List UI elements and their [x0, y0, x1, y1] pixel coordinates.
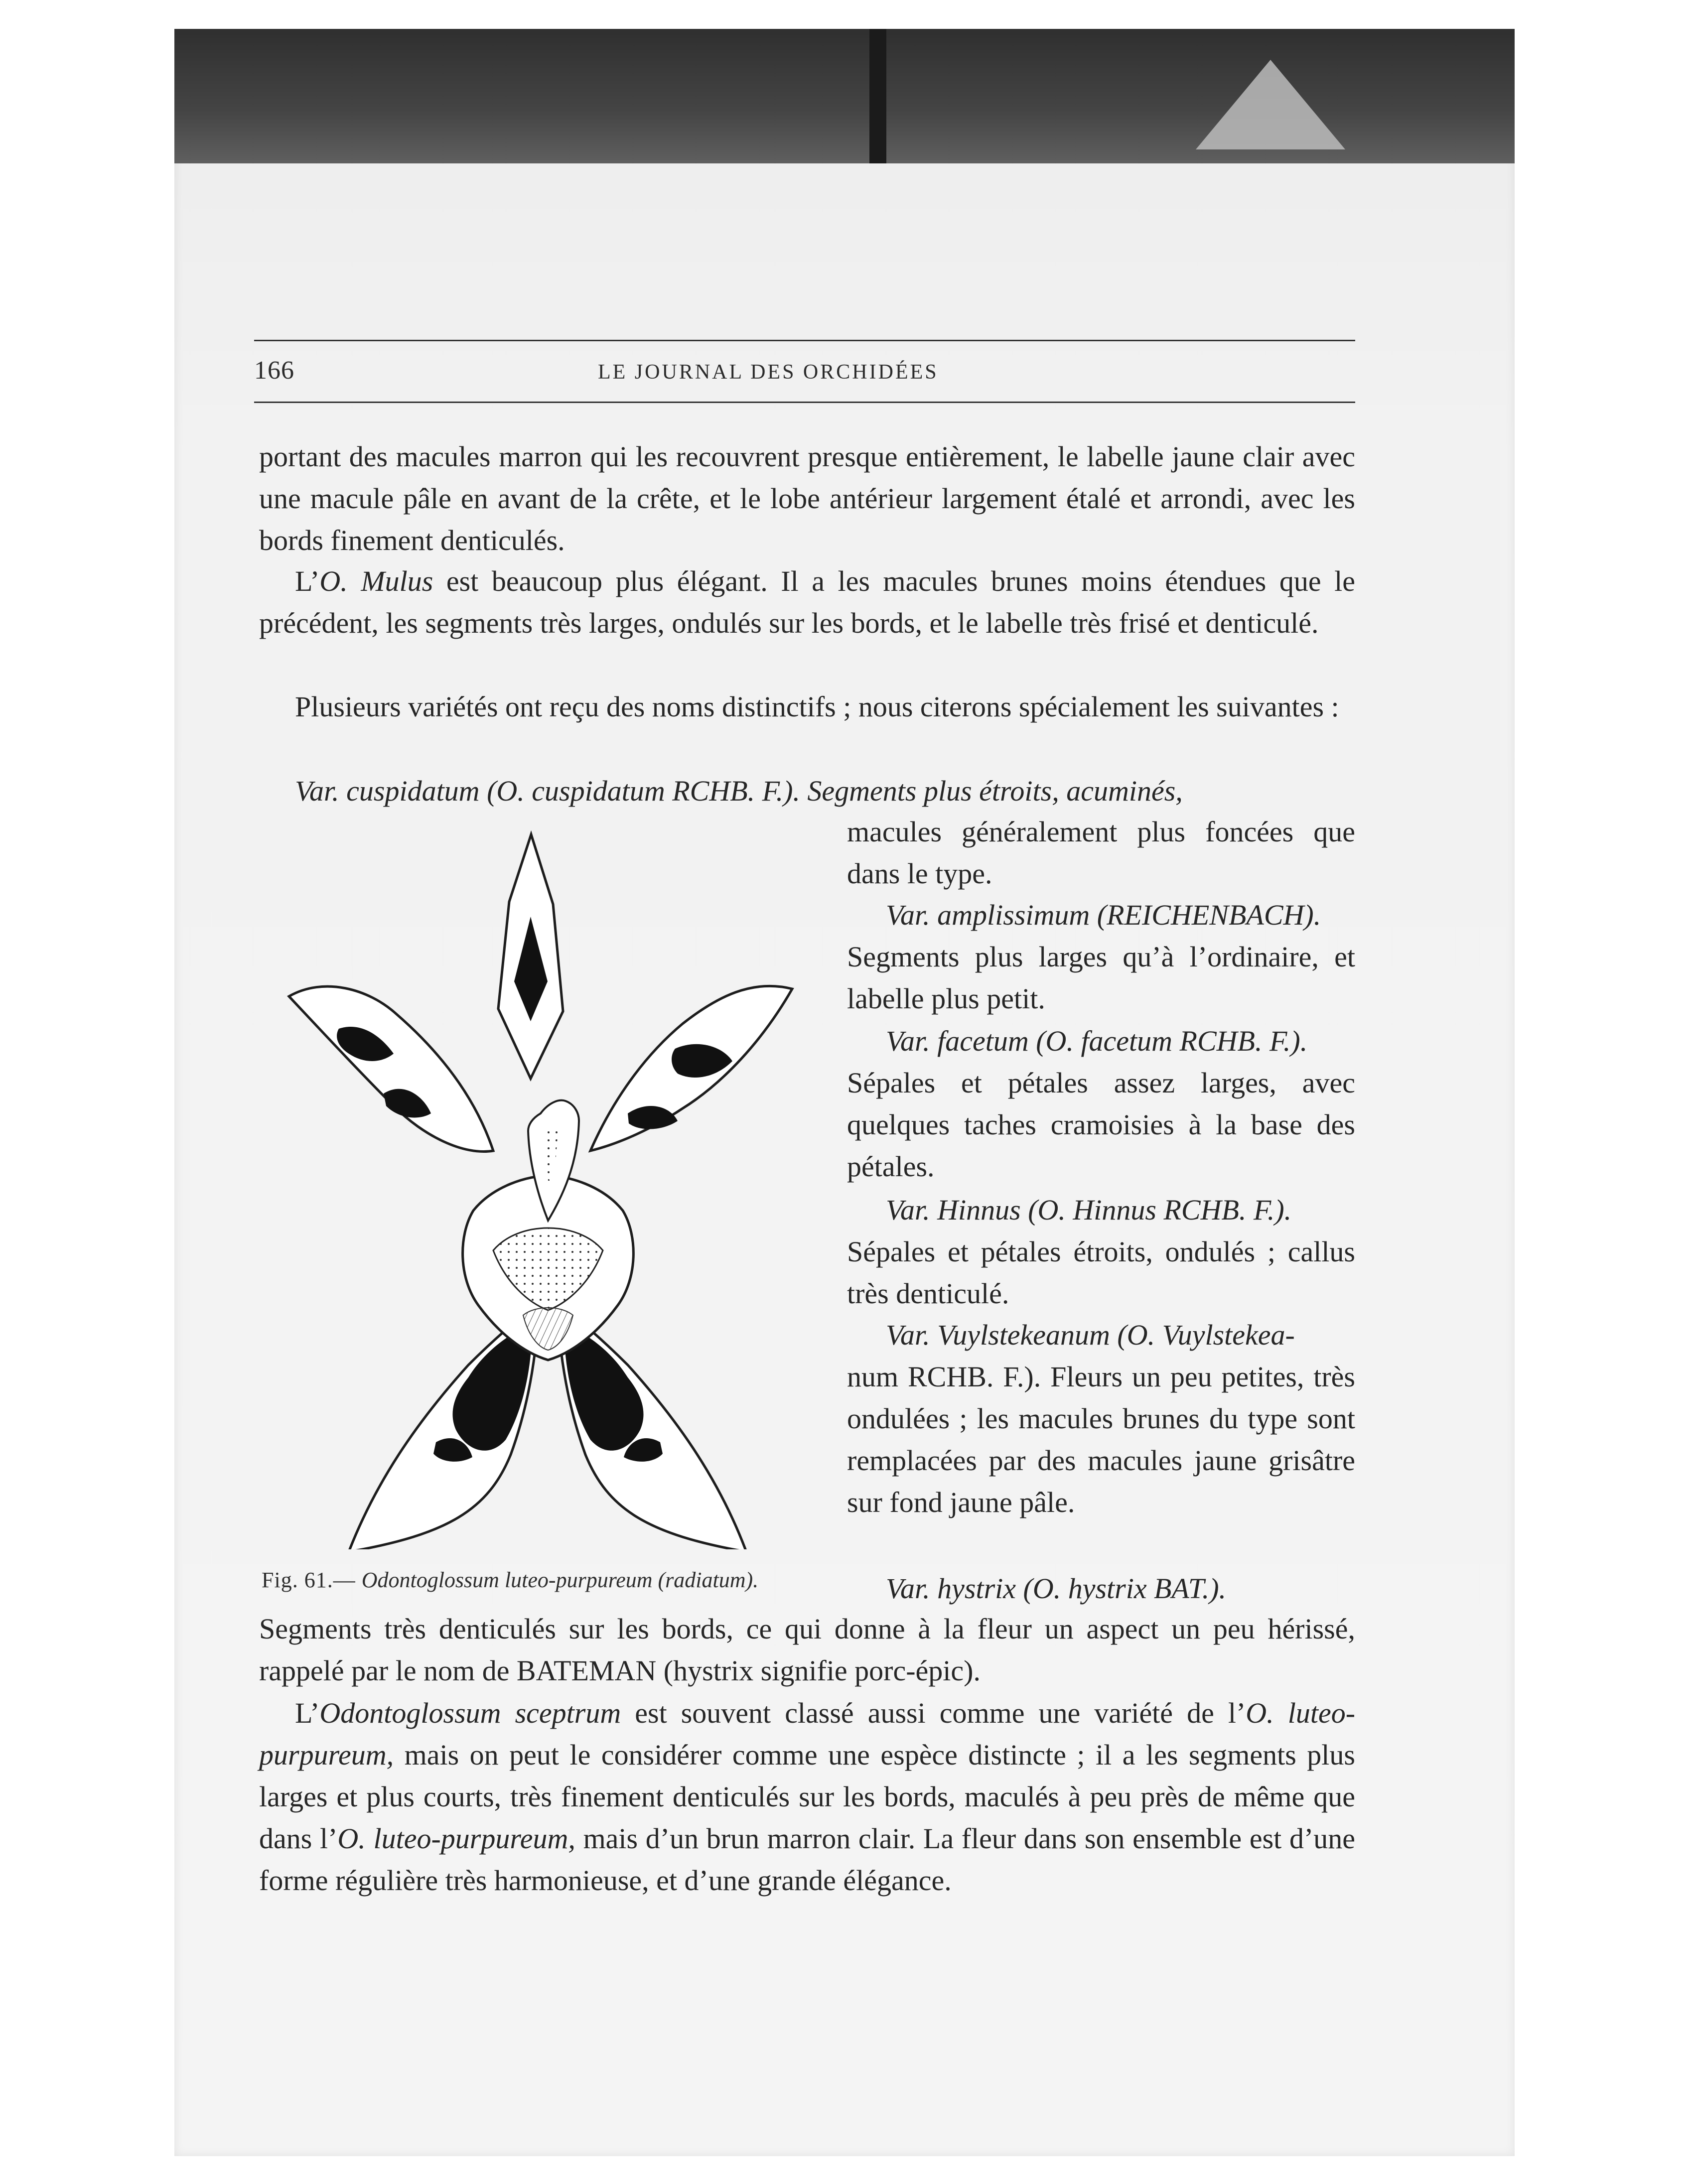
variety-facetum-cont: Sépales et pétales assez larges, avec quelques taches cramoisies à la base des pétales.	[847, 1067, 1355, 1183]
variety-hystrix-head: Var. hystrix (O. hystrix BAT.).	[886, 1572, 1227, 1605]
variety-cuspidatum-continuation	[847, 811, 1355, 895]
page-number: 166	[254, 356, 294, 385]
variety-hystrix-body	[259, 1608, 1355, 1692]
header-rule-top	[254, 340, 1355, 341]
variety-cuspidatum-text: Var. cuspidatum (O. cuspidatum RCHB. F.). Segments plus étroits, acuminés,	[295, 775, 1183, 807]
paragraph-1	[259, 436, 1355, 561]
variety-amplissimum	[847, 894, 1355, 1020]
paragraph-4	[259, 1692, 1355, 1902]
variety-vuylstekeanum-cont: num RCHB. F.). Fleurs un peu petites, très ondulées ; les macules brunes du type sont remplacées par des macules jaune grisâtre sur fond jaune pâle.	[847, 1361, 1355, 1518]
variety-cuspidatum-line	[259, 770, 1355, 812]
variety-hinnus	[847, 1189, 1355, 1315]
journal-title: LE JOURNAL DES ORCHIDÉES	[598, 361, 939, 384]
variety-cuspidatum-cont-text: macules généralement plus foncées que dans le type.	[847, 816, 1355, 890]
paragraph-4-part-1: L’	[295, 1697, 320, 1729]
figure-caption-italic: Odontoglossum luteo-purpureum (radiatum).	[361, 1568, 759, 1592]
paragraph-4-italic-3: O. luteo-purpureum,	[337, 1822, 575, 1855]
variety-hinnus-head: Var. Hinnus (O. Hinnus RCHB. F.).	[886, 1194, 1292, 1226]
paragraph-3	[259, 686, 1355, 728]
paragraph-4-italic-2: O. luteo-purpureum,	[259, 1697, 1356, 1771]
paragraph-4-part-3: mais on peut le considérer comme une espèce distincte ; il a les segments plus larges et plus courts, très finement denticulés sur les bords, maculés à peu près de même que dans l’	[259, 1739, 1355, 1855]
book-gap-shadow	[869, 29, 886, 163]
variety-amplissimum-cont: Segments plus larges qu’à l’ordinaire, et labelle plus petit.	[847, 941, 1355, 1015]
variety-hystrix-cont: Segments très denticulés sur les bords, ce qui donne à la fleur un aspect un peu hérissé, rappelé par le nom de BATEMAN (hystrix signifie porc-épic).	[259, 1613, 1355, 1687]
corner-fold-tab	[1196, 60, 1345, 149]
variety-amplissimum-head: Var. amplissimum (REICHENBACH).	[886, 899, 1321, 931]
variety-vuylstekeanum	[847, 1314, 1355, 1523]
variety-facetum-head: Var. facetum (O. facetum RCHB. F.).	[886, 1025, 1308, 1057]
figure-caption	[262, 1569, 758, 1591]
paragraph-2-italic: O. Mulus	[319, 565, 433, 597]
paragraph-4-italic-1: Odontoglossum sceptrum	[319, 1697, 621, 1729]
header-rule-bottom	[254, 402, 1355, 403]
variety-hinnus-cont: Sépales et pétales étroits, ondulés ; callus très denticulé.	[847, 1235, 1355, 1310]
paragraph-2-rest: est beaucoup plus élégant. Il a les macules brunes moins étendues que le précédent, les segments très larges, ondulés sur les bords, et le labelle très frisé et denticulé.	[259, 565, 1355, 639]
paragraph-3-text: Plusieurs variétés ont reçu des noms distinctifs ; nous citerons spécialement les suivantes :	[295, 690, 1339, 723]
paragraph-2-prefix: L’	[295, 565, 320, 597]
paragraph-2	[259, 560, 1355, 644]
figure-caption-prefix: Fig. 61.—	[262, 1568, 362, 1592]
paragraph-4-part-2: est souvent classé aussi comme une variété de l’	[621, 1697, 1246, 1729]
variety-vuylstekeanum-head: Var. Vuylstekeanum (O. Vuylstekea-	[886, 1319, 1295, 1351]
paragraph-1-text: portant des macules marron qui les recouvrent presque entièrement, le labelle jaune clair avec une macule pâle en avant de la crête, et le lobe antérieur largement étalé et arrondi, avec les bords finement denticulés.	[259, 440, 1355, 556]
paragraph-4-part-4: mais d’un brun marron clair. La fleur dans son ensemble est d’une forme régulière très harmonieuse, et d’une grande élégance.	[259, 1822, 1355, 1897]
variety-facetum	[847, 1020, 1355, 1188]
orchid-figure	[259, 827, 837, 1549]
odontoglossum-illustration	[259, 827, 837, 1549]
variety-hystrix-head-block	[847, 1568, 1355, 1610]
